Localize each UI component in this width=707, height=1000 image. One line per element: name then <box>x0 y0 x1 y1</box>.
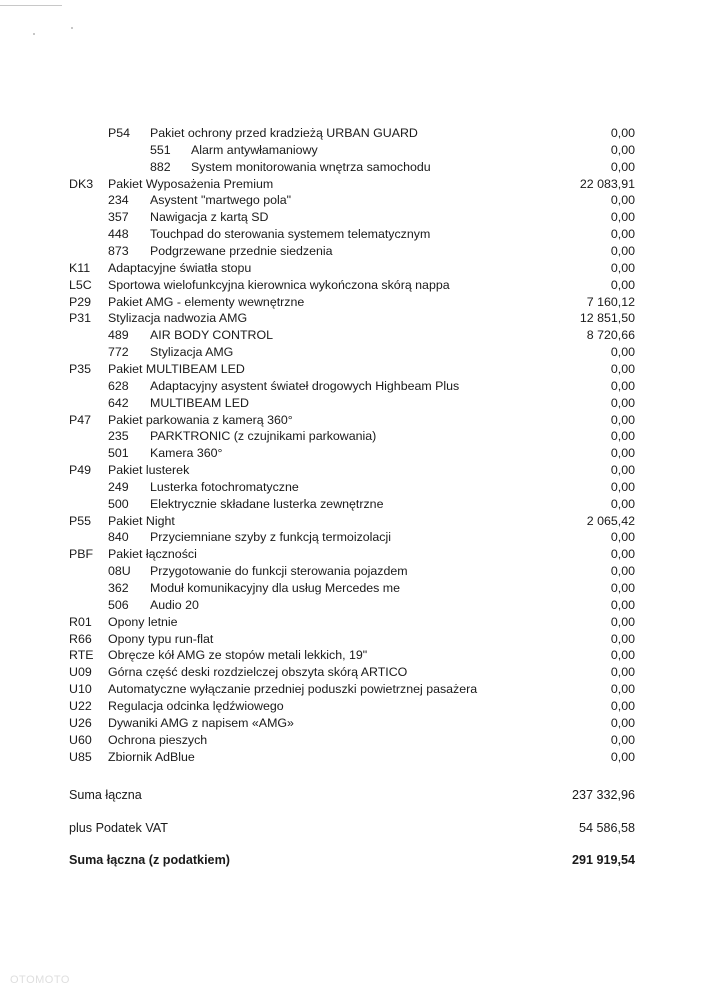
item-price: 8 720,66 <box>586 328 635 343</box>
list-item <box>0 277 707 294</box>
list-item <box>0 176 707 193</box>
list-item <box>0 294 707 311</box>
item-price: 0,00 <box>610 361 635 376</box>
list-item <box>0 647 707 664</box>
item-description: Asystent "martwego pola" <box>150 193 292 208</box>
item-description: Obręcze kół AMG ze stopów metali lekkich, 19" <box>108 648 368 663</box>
list-item <box>0 378 707 395</box>
item-description: Audio 20 <box>150 597 199 612</box>
item-price: 0,00 <box>610 126 635 140</box>
item-description: Pakiet Wyposażenia Premium <box>108 176 274 191</box>
item-price: 0,00 <box>610 698 635 713</box>
item-price: 0,00 <box>610 530 635 545</box>
list-item <box>0 664 707 681</box>
list-item <box>0 496 707 513</box>
item-description: Lusterka fotochromatyczne <box>150 479 299 494</box>
item-price: 0,00 <box>610 564 635 579</box>
item-code: 772 <box>108 345 129 360</box>
item-code: U60 <box>69 732 92 747</box>
list-item <box>0 732 707 749</box>
list-item <box>0 715 707 732</box>
item-description: Pakiet MULTIBEAM LED <box>108 361 245 376</box>
list-item <box>0 597 707 614</box>
item-price: 0,00 <box>610 648 635 663</box>
item-description: MULTIBEAM LED <box>150 395 249 410</box>
item-code: U09 <box>69 665 92 680</box>
list-item <box>0 479 707 496</box>
item-code: L5C <box>69 277 92 292</box>
list-item <box>0 125 707 142</box>
list-item <box>0 395 707 412</box>
item-description: Przygotowanie do funkcji sterowania pojazdem <box>150 564 408 579</box>
item-code: P49 <box>69 463 92 477</box>
item-description: Pakiet Night <box>108 513 175 528</box>
item-code: 506 <box>108 597 129 612</box>
item-code: K11 <box>69 260 91 275</box>
item-code: 448 <box>108 227 129 242</box>
item-price: 0,00 <box>610 446 635 461</box>
item-price: 0,00 <box>610 463 635 477</box>
item-code: P31 <box>69 311 92 326</box>
item-description: Stylizacja AMG <box>150 345 234 360</box>
item-description: Adaptacyjny asystent świateł drogowych Highbeam Plus <box>150 378 460 393</box>
item-code: 882 <box>150 159 171 174</box>
item-description: Moduł komunikacyjny dla usług Mercedes me <box>150 581 400 595</box>
item-code: 840 <box>108 530 129 545</box>
item-price: 0,00 <box>610 210 635 225</box>
item-description: Automatyczne wyłączanie przedniej poduszki powietrznej pasażera <box>108 682 478 697</box>
item-code: P35 <box>69 361 92 376</box>
item-code: 642 <box>108 395 129 410</box>
item-description: Nawigacja z kartą SD <box>150 210 269 225</box>
item-code: 551 <box>150 142 171 157</box>
item-price: 0,00 <box>610 732 635 747</box>
item-code: RTE <box>69 648 94 663</box>
item-description: Elektrycznie składane lusterka zewnętrzne <box>150 496 384 511</box>
list-item <box>0 361 707 378</box>
summary-vat-row <box>0 819 707 837</box>
item-price: 0,00 <box>610 244 635 258</box>
item-description: Podgrzewane przednie siedzenia <box>150 244 333 258</box>
item-description: System monitorowania wnętrza samochodu <box>191 159 431 174</box>
item-code: 501 <box>108 446 129 461</box>
list-item <box>0 142 707 159</box>
item-description: Opony letnie <box>108 614 178 629</box>
summary-vat-value: 54 586,58 <box>578 821 635 835</box>
item-code: 362 <box>108 581 129 595</box>
item-price: 0,00 <box>610 142 635 157</box>
list-item <box>0 428 707 445</box>
list-item <box>0 580 707 597</box>
list-item <box>0 462 707 479</box>
item-code: P47 <box>69 412 92 427</box>
item-description: Dywaniki AMG z napisem «AMG» <box>108 715 294 730</box>
item-code: U22 <box>69 698 92 713</box>
summary-total-row <box>0 786 707 804</box>
item-price: 7 160,12 <box>586 294 635 309</box>
item-code: 357 <box>108 210 129 225</box>
item-price: 0,00 <box>610 665 635 680</box>
item-description: Alarm antywłamaniowy <box>191 142 318 157</box>
item-price: 2 065,42 <box>586 513 635 528</box>
list-item <box>0 749 707 766</box>
item-price: 0,00 <box>610 682 635 697</box>
item-price: 0,00 <box>610 159 635 174</box>
item-description: Pakiet łączności <box>108 547 197 562</box>
item-code: 249 <box>108 479 129 494</box>
item-description: Zbiornik AdBlue <box>108 749 195 764</box>
list-item <box>0 546 707 563</box>
item-price: 0,00 <box>610 260 635 275</box>
item-price: 0,00 <box>610 378 635 393</box>
item-code: 500 <box>108 496 129 511</box>
item-code: R66 <box>69 631 92 646</box>
list-item <box>0 260 707 277</box>
item-price: 0,00 <box>610 631 635 646</box>
summary-gross-label: Suma łączna (z podatkiem) <box>69 853 230 867</box>
item-description: Sportowa wielofunkcyjna kierownica wykończona skórą nappa <box>108 277 450 292</box>
item-price: 0,00 <box>610 496 635 511</box>
item-price: 0,00 <box>610 429 635 444</box>
item-description: Górna część deski rozdzielczej obszyta skórą ARTICO <box>108 665 408 680</box>
summary-total-label: Suma łączna <box>69 788 142 802</box>
item-code: DK3 <box>69 176 94 191</box>
item-code: P55 <box>69 513 92 528</box>
list-item <box>0 698 707 715</box>
item-price: 0,00 <box>610 479 635 494</box>
item-price: 0,00 <box>610 345 635 360</box>
item-price: 0,00 <box>610 277 635 292</box>
list-item <box>0 226 707 243</box>
item-description: Stylizacja nadwozia AMG <box>108 311 248 326</box>
item-price: 0,00 <box>610 227 635 242</box>
list-item <box>0 513 707 530</box>
item-description: Pakiet lusterek <box>108 463 190 477</box>
item-description: Pakiet AMG - elementy wewnętrzne <box>108 294 305 309</box>
item-code: P54 <box>108 126 131 140</box>
list-item <box>0 344 707 361</box>
item-code: 235 <box>108 429 129 444</box>
summary-gross-value: 291 919,54 <box>571 853 635 867</box>
item-code: U85 <box>69 749 92 764</box>
list-item <box>0 159 707 176</box>
item-code: P29 <box>69 294 92 309</box>
list-item <box>0 529 707 546</box>
item-code: U10 <box>69 682 92 697</box>
item-price: 0,00 <box>610 547 635 562</box>
summary-total-value: 237 332,96 <box>571 788 635 802</box>
list-item <box>0 192 707 209</box>
item-description: PARKTRONIC (z czujnikami parkowania) <box>150 429 377 444</box>
watermark-text: OTOMOTO <box>10 974 70 986</box>
item-description: Adaptacyjne światła stopu <box>108 260 252 275</box>
item-price: 0,00 <box>610 614 635 629</box>
summary-gross-row <box>0 851 707 869</box>
item-description: Regulacja odcinka lędźwiowego <box>108 698 284 713</box>
list-item <box>0 243 707 260</box>
item-price: 0,00 <box>610 412 635 427</box>
list-item <box>0 327 707 344</box>
item-code: PBF <box>69 547 94 562</box>
item-description: Touchpad do sterowania systemem telematycznym <box>150 227 431 242</box>
item-description: AIR BODY CONTROL <box>150 328 274 343</box>
item-description: Przyciemniane szyby z funkcją termoizolacji <box>150 530 392 545</box>
item-code: U26 <box>69 715 92 730</box>
item-code: 234 <box>108 193 129 208</box>
item-code: 628 <box>108 378 129 393</box>
item-description: Kamera 360° <box>150 446 223 461</box>
item-price: 0,00 <box>610 597 635 612</box>
list-item <box>0 209 707 226</box>
item-price: 0,00 <box>610 193 635 208</box>
list-item <box>0 412 707 429</box>
item-description: Pakiet ochrony przed kradzieżą URBAN GUARD <box>150 126 418 140</box>
item-code: 08U <box>108 564 131 579</box>
item-description: Opony typu run-flat <box>108 631 214 646</box>
item-price: 0,00 <box>610 715 635 730</box>
list-item <box>0 614 707 631</box>
item-price: 22 083,91 <box>579 176 635 191</box>
summary-vat-label: plus Podatek VAT <box>69 821 168 835</box>
item-price: 12 851,50 <box>579 311 635 326</box>
item-code: R01 <box>69 614 92 629</box>
item-description: Ochrona pieszych <box>108 732 208 747</box>
list-item <box>0 631 707 648</box>
list-item <box>0 310 707 327</box>
item-description: Pakiet parkowania z kamerą 360° <box>108 412 293 427</box>
item-price: 0,00 <box>610 395 635 410</box>
item-price: 0,00 <box>610 581 635 595</box>
list-item <box>0 563 707 580</box>
list-item <box>0 681 707 698</box>
list-item <box>0 445 707 462</box>
item-code: 489 <box>108 328 129 343</box>
item-price: 0,00 <box>610 749 635 764</box>
item-code: 873 <box>108 244 129 258</box>
